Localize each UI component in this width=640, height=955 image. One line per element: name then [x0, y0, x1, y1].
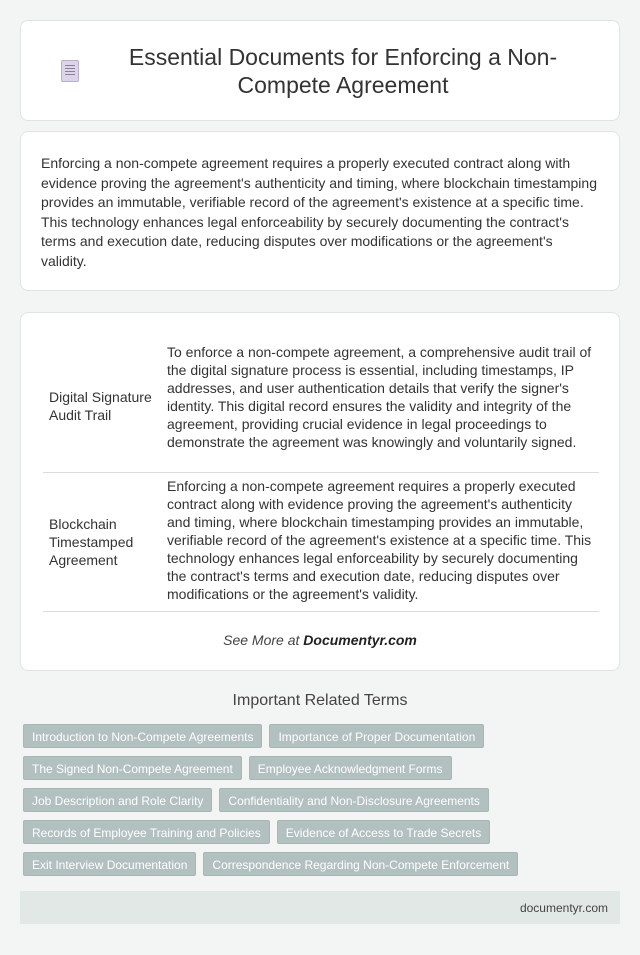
page-title: Essential Documents for Enforcing a Non-Compete Agreement	[128, 43, 558, 98]
related-term-tag[interactable]: Exit Interview Documentation	[23, 852, 196, 876]
tag-row	[23, 788, 623, 812]
related-term-tag[interactable]: Employee Acknowledgment Forms	[249, 756, 452, 780]
related-term-tag[interactable]: Introduction to Non-Compete Agreements	[23, 724, 262, 748]
table-row	[43, 473, 599, 612]
related-term-tag[interactable]: Job Description and Role Clarity	[23, 788, 212, 812]
intro-card	[20, 131, 620, 291]
related-term-tag[interactable]: Correspondence Regarding Non-Compete Enforcement	[203, 852, 518, 876]
related-term-tag[interactable]: Evidence of Access to Trade Secrets	[277, 820, 490, 844]
table-term: Blockchain Timestamped Agreement	[43, 473, 161, 611]
tag-row	[23, 820, 623, 844]
related-terms-tags	[23, 724, 623, 884]
related-term-tag[interactable]: Records of Employee Training and Policies	[23, 820, 270, 844]
document-icon	[61, 60, 79, 82]
documents-table-card	[20, 312, 620, 671]
title-container	[21, 21, 619, 120]
related-term-tag[interactable]: Importance of Proper Documentation	[269, 724, 484, 748]
documents-table	[43, 339, 599, 612]
related-terms-title: Important Related Terms	[232, 692, 408, 709]
table-term: Digital Signature Audit Trail	[43, 339, 161, 472]
footer-link[interactable]: documentyr.com	[519, 900, 608, 915]
see-more	[21, 632, 619, 648]
table-description: Enforcing a non-compete agreement requires a properly executed contract along with evidence proving the agreement's authenticity and timing, where blockchain timestamping provides an immutable, verifiable record of the agreement's existence at a specific time. This technology enhances legal enforceability by securely documenting the contract's terms and execution date, reducing disputes over modifications or the agreement's validity.	[167, 478, 592, 602]
title-card	[20, 20, 620, 121]
tag-row	[23, 724, 623, 748]
see-more-prefix: See More at	[223, 632, 304, 648]
related-term-tag[interactable]: The Signed Non-Compete Agreement	[23, 756, 242, 780]
table-description: To enforce a non-compete agreement, a comprehensive audit trail of the digital signature process is essential, including timestamps, IP addresses, and user authentication details that verify the signer's identity. This digital record ensures the validity and integrity of the agreement, providing crucial evidence in legal proceedings to demonstrate the agreement was knowingly and voluntarily signed.	[167, 344, 592, 450]
tag-row	[23, 852, 623, 876]
related-term-tag[interactable]: Confidentiality and Non-Disclosure Agreements	[219, 788, 488, 812]
table-row	[43, 339, 599, 473]
footer	[20, 891, 620, 924]
see-more-link[interactable]: Documentyr.com	[303, 632, 417, 648]
tag-row	[23, 756, 623, 780]
intro-text: Enforcing a non-compete agreement requires a properly executed contract along with evidence proving the agreement's authenticity and timing, where blockchain timestamping provides an immutable, verifiable record of the agreement's existence at a specific time. This technology enhances legal enforceability by securely documenting the contract's terms and execution date, reducing disputes over modifications or the agreement's validity.	[41, 155, 597, 269]
